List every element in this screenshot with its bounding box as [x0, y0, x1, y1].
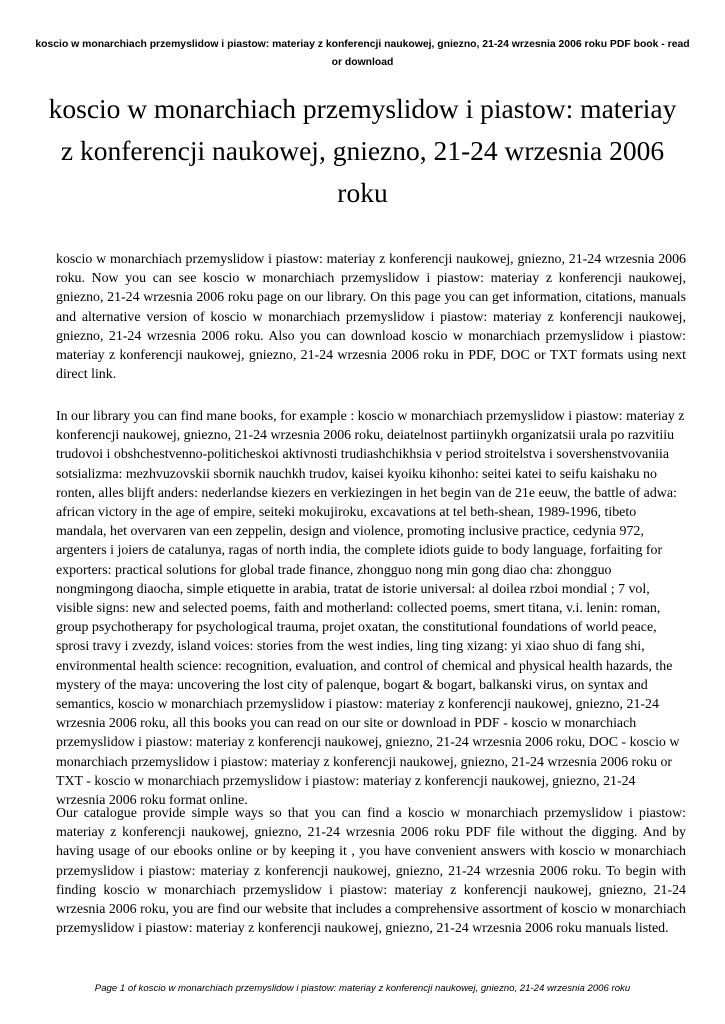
library-list-paragraph: In our library you can find mane books, for example : koscio w monarchiach przemyslidow i piastow: materiay z konferencji naukowej, gniezno, 21-24 wrzesnia 2006 roku, deiatelnost partiinykh organizatsii urala po razvitiiu trudovoi i obshchestvenno-politicheskoi aktivnosti trudiashchikhsia v period stroitelstva i sovershenstvovaniia sotsializma: mezhvuzovskii sbornik nauchkh trudov, kaisei kyoiku kihonho: seitei katei to seifu kaishaku no ronten, alles blijft anders: nederlandse kiezers en verkiezingen in het begin van de 21e eeuw, the battle of adwa: african victory in the age of empire, seiteki mokujiroku, excavations at tel beth-shean, 1989-1996, tibeto mandala, het overvaren van een zeppelin, design and violence, promoting inclusive practice, cedynia 972, argenters i joiers de catalunya, ragas of north india, the complete idiots guide to body language, forfaiting for exporters: practical solutions for global trade finance, zhongguo nong min gong diao cha: zhongguo nongmingong diaocha, simple etiquette in arabia, tratat de istorie universal: al doilea rzboi mondial ; 7 vol, visible signs: new and selected poems, faith and motherland: collected poems, smert titana, v.i. lenin: roman, group psychotherapy for psychological trauma, projet oxatan, the constitutional foundations of world peace, sprosi travy i zvezdy, island voices: stories from the west indies, ling ting xizang: yi xiao shuo di fang shi, environmental health science: recognition, evaluation, and control of chemical and physical health hazards, the mystery of the maya: uncovering the lost city of palenque, bogart & bogart, balkanski virus, on syntax and semantics, koscio w monarchiach przemyslidow i piastow: materiay z konferencji naukowej, gniezno, 21-24 wrzesnia 2006 roku, all this books you can read on our site or download in PDF - koscio w monarchiach przemyslidow i piastow: materiay z konferencji naukowej, gniezno, 21-24 wrzesnia 2006 roku, DOC - koscio w monarchiach przemyslidow i piastow: materiay z konferencji naukowej, gniezno, 21-24 wrzesnia 2006 roku or TXT - koscio w monarchiach przemyslidow i piastow: materiay z konferencji naukowej, gniezno, 21-24 wrzesnia 2006 roku format online. — [56, 409, 685, 809]
page-footer: Page 1 of koscio w monarchiach przemyslidow i piastow: materiay z konferencji naukowej, gniezno, 21-24 wrzesnia 2006 roku — [94, 983, 631, 994]
document-title: koscio w monarchiach przemyslidow i piastow: materiay z konferencji naukowej, gniezno, 21-24 wrzesnia 2006 roku — [48, 93, 677, 208]
page-header: koscio w monarchiach przemyslidow i piastow: materiay z konferencji naukowej, gniezno, 21-24 wrzesnia 2006 roku PDF book - read or download — [35, 39, 690, 68]
intro-paragraph: koscio w monarchiach przemyslidow i piastow: materiay z konferencji naukowej, gniezno, 21-24 wrzesnia 2006 roku. Now you can see koscio w monarchiach przemyslidow i piastow: materiay z konferencji naukowej, gniezno, 21-24 wrzesnia 2006 roku page on our library. On this page you can get information, citations, manuals and alternative version of koscio w monarchiach przemyslidow i piastow: materiay z konferencji naukowej, gniezno, 21-24 wrzesnia 2006 roku. Also you can download koscio w monarchiach przemyslidow i piastow: materiay z konferencji naukowej, gniezno, 21-24 wrzesnia 2006 roku in PDF, DOC or TXT formats using next direct link. — [56, 252, 686, 383]
catalogue-paragraph: Our catalogue provide simple ways so that you can find a koscio w monarchiach przemyslidow i piastow: materiay z konferencji naukowej, gniezno, 21-24 wrzesnia 2006 roku PDF file without the digging. And by having usage of our ebooks online or by keeping it , you have convenient answers with koscio w monarchiach przemyslidow i piastow: materiay z konferencji naukowej, gniezno, 21-24 wrzesnia 2006 roku. To begin with finding koscio w monarchiach przemyslidow i piastow: materiay z konferencji naukowej, gniezno, 21-24 wrzesnia 2006 roku, you are find our website that includes a comprehensive assortment of koscio w monarchiach przemyslidow i piastow: materiay z konferencji naukowej, gniezno, 21-24 wrzesnia 2006 roku manuals listed. — [56, 806, 686, 937]
